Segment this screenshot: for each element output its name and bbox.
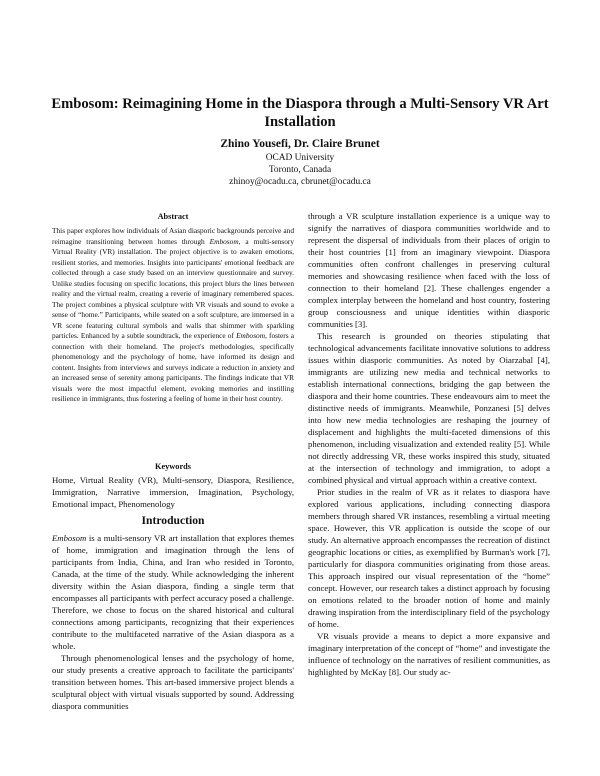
abstract-title-ref-2: Embosom [236,331,266,340]
paper-title: Embosom: Reimagining Home in the Diaspora through a Multi-Sensory VR Art Installation [51,96,549,130]
right-paragraph-2: This research is grounded on theories stipulating that technological advancements facilitate innovative solutions to address issues within diasporic communities. As noted by Oiarzabal [4], immigrants are utilizing new media and technical networks to establish international connections, bridging the gap between the diaspora and their home countries. These endeavours aim to meet the distinctive needs of immigrants. Meanwhile, Ponzanesi [5] delves into how new media technologies are reshaping the journey of displacement and highlights the multi-faceted dimensions of this phenomenon, including visualization and extended reality [5]. While not directly addressing VR, these works inspired this study, situated at the intersection of technology and immigration, to adopt a combined physical and virtual approach within a creative context. [308,331,550,485]
abstract-text-1: This paper explores how individuals of Asian diasporic backgrounds perceive and reimagine transitioning between homes through [52,226,294,246]
right-column-body [308,210,550,678]
right-paragraph-4: VR visuals provide a means to depict a more expansive and imaginary interpretation of the concept of “home” and investigate the influence of technology on the narratives of resilient communities, as highlighted by McKay [8]. Our study ac- [308,631,550,677]
abstract-text-2: , a multi-sensory Virtual Reality (VR) installation. The project objective is to awaken emotions, resilient stories, and memories. Insights into participants' emotional feedback are collected through a case study based on an interview questionnaire and survey. Unlike studies focusing on specific locations, this project blurs the lines between reality and the virtual realm, creating a reverie of imaginary remembered spaces. The project combines a physical sculpture with VR visuals and sound to evoke a sense of “home.” Participants, while seated on a soft sculpture, are immersed in a VR scene featuring cultural symbols and walls that shimmer with sparkling particles. Enhanced by a subtle soundtrack, the experience of [52,236,295,340]
introduction-heading: Introduction [141,514,205,527]
right-paragraph-3: Prior studies in the realm of VR as it relates to diaspora have explored various applications, including connecting diaspora members through shared VR instances, resembling a virtual meeting space. However, this VR application is outside the scope of our study. An alternative approach encompasses the recreation of distinct geographic locations or cities, as exemplified by Burman's work [7], particularly for diaspora communities originating from those areas. This approach inspired our visual representation of the “home” concept. However, our research takes a distinct approach by focusing on emotions related to the broader notion of home and mainly drawing inspiration from the interdisciplinary field of the psychology of home. [308,487,550,629]
keywords-text: Home, Virtual Reality (VR), Multi-sensory, Diaspora, Resilience, Immigration, Narrative immersion, Imagination, Psychology, Emotional impact, Phenomenology [52,475,294,509]
intro-paragraph-2: Through phenomenological lenses and the psychology of home, our study presents a creative approach to facilitate the participants' transition between homes. This art-based immersive project blends a sculptural object with virtual visuals supported by sound. Addressing diaspora communities [52,653,294,711]
location: Toronto, Canada [268,165,332,175]
abstract-title-ref-1: Embosom [209,236,239,246]
abstract-body [52,226,294,405]
affiliation: OCAD University [265,153,335,163]
paper-authors: Zhino Yousefi, Dr. Claire Brunet [220,138,380,150]
author-emails: zhinoy@ocadu.ca, cbrunet@ocadu.ca [229,177,371,187]
keywords-body [52,474,294,510]
intro-paragraph-1: is a multi-sensory VR art installation that explores themes of home, immigration and imagination through the lens of participants from India, China, and Iran who resided in Toronto, Canada, at the time of the study. While acknowledging the inherent diversity within the Asian diaspora, finding a single term that encompasses all participants with perfect accuracy posed a challenge. Therefore, we chose to focus on the shared historical and cultural connections among participants, recognizing that their experiences contribute to the multifaceted narrative of the Asian diaspora as a whole. [52,533,294,651]
right-paragraph-1: through a VR sculpture installation experience is a unique way to signify the narratives of diaspora communities worldwide and to represent the dispersal of individuals from their places of origin to their host countries [1] from an imaginary viewpoint. Diaspora communities often confront challenges in preserving cultural memories and showcasing resilience when faced with the loss of connection to their homeland [2]. These challenges engender a complex interplay between the homeland and host country, fostering group consciousness and unique identities within diasporic communities [3]. [308,211,550,329]
abstract-text-3: , fosters a connection with their homeland. The project's methodologies, specifically phenomenology and the psychology of home, have informed its design and content. Insights from interviews and surveys indicate a reduction in anxiety and an increased sense of serenity among participants. The findings indicate that VR visuals were the most impactful element, evoking memories and instilling resilience in immigrants, thus fostering a feeling of home in their host country. [52,331,294,403]
abstract-heading: Abstract [157,212,189,221]
introduction-body [52,532,294,712]
keywords-heading: Keywords [155,462,191,471]
intro-title-ref: Embosom [52,533,87,543]
